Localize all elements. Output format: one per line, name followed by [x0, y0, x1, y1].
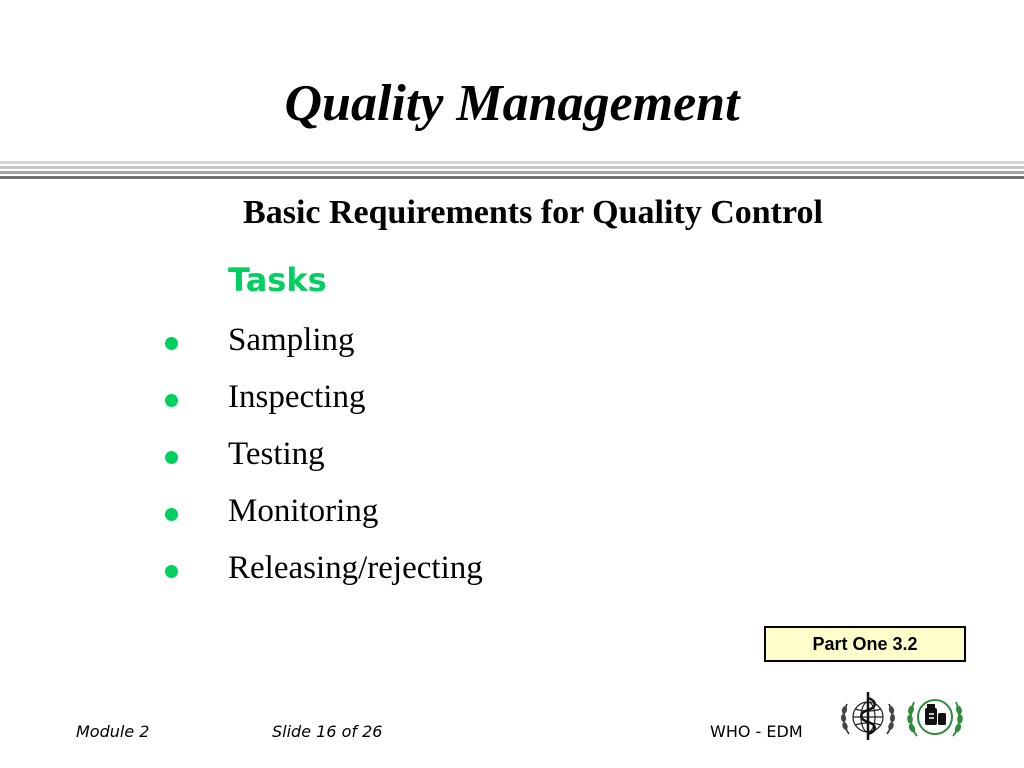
slide-subtitle: Basic Requirements for Quality Control — [243, 194, 823, 231]
who-emblem-icon — [835, 684, 901, 750]
list-item — [0, 434, 700, 478]
bullet-dot-icon — [165, 394, 178, 407]
list-item-text: Releasing/rejecting — [228, 550, 483, 586]
edm-emblem-icon — [902, 684, 968, 750]
bullet-dot-icon — [165, 508, 178, 521]
slide-title: Quality Management — [284, 75, 740, 132]
footer-slide-number: Slide 16 of 26 — [272, 722, 383, 741]
list-item — [0, 491, 700, 535]
title-divider-line — [0, 161, 1024, 164]
list-item-text: Monitoring — [228, 493, 379, 529]
list-item-text: Testing — [228, 436, 325, 472]
bullet-dot-icon — [165, 451, 178, 464]
footer-organization: WHO - EDM — [710, 722, 803, 741]
tasks-heading: Tasks — [228, 261, 327, 299]
list-item-text: Sampling — [228, 322, 355, 358]
title-divider-line — [0, 176, 1024, 179]
title-divider-line — [0, 171, 1024, 174]
list-item — [0, 548, 700, 592]
part-badge: Part One 3.2 — [764, 626, 966, 662]
bullet-dot-icon — [165, 565, 178, 578]
bullet-dot-icon — [165, 337, 178, 350]
title-divider-line — [0, 166, 1024, 169]
list-item — [0, 377, 700, 421]
list-item — [0, 320, 700, 364]
footer-module: Module 2 — [76, 722, 150, 741]
list-item-text: Inspecting — [228, 379, 366, 415]
